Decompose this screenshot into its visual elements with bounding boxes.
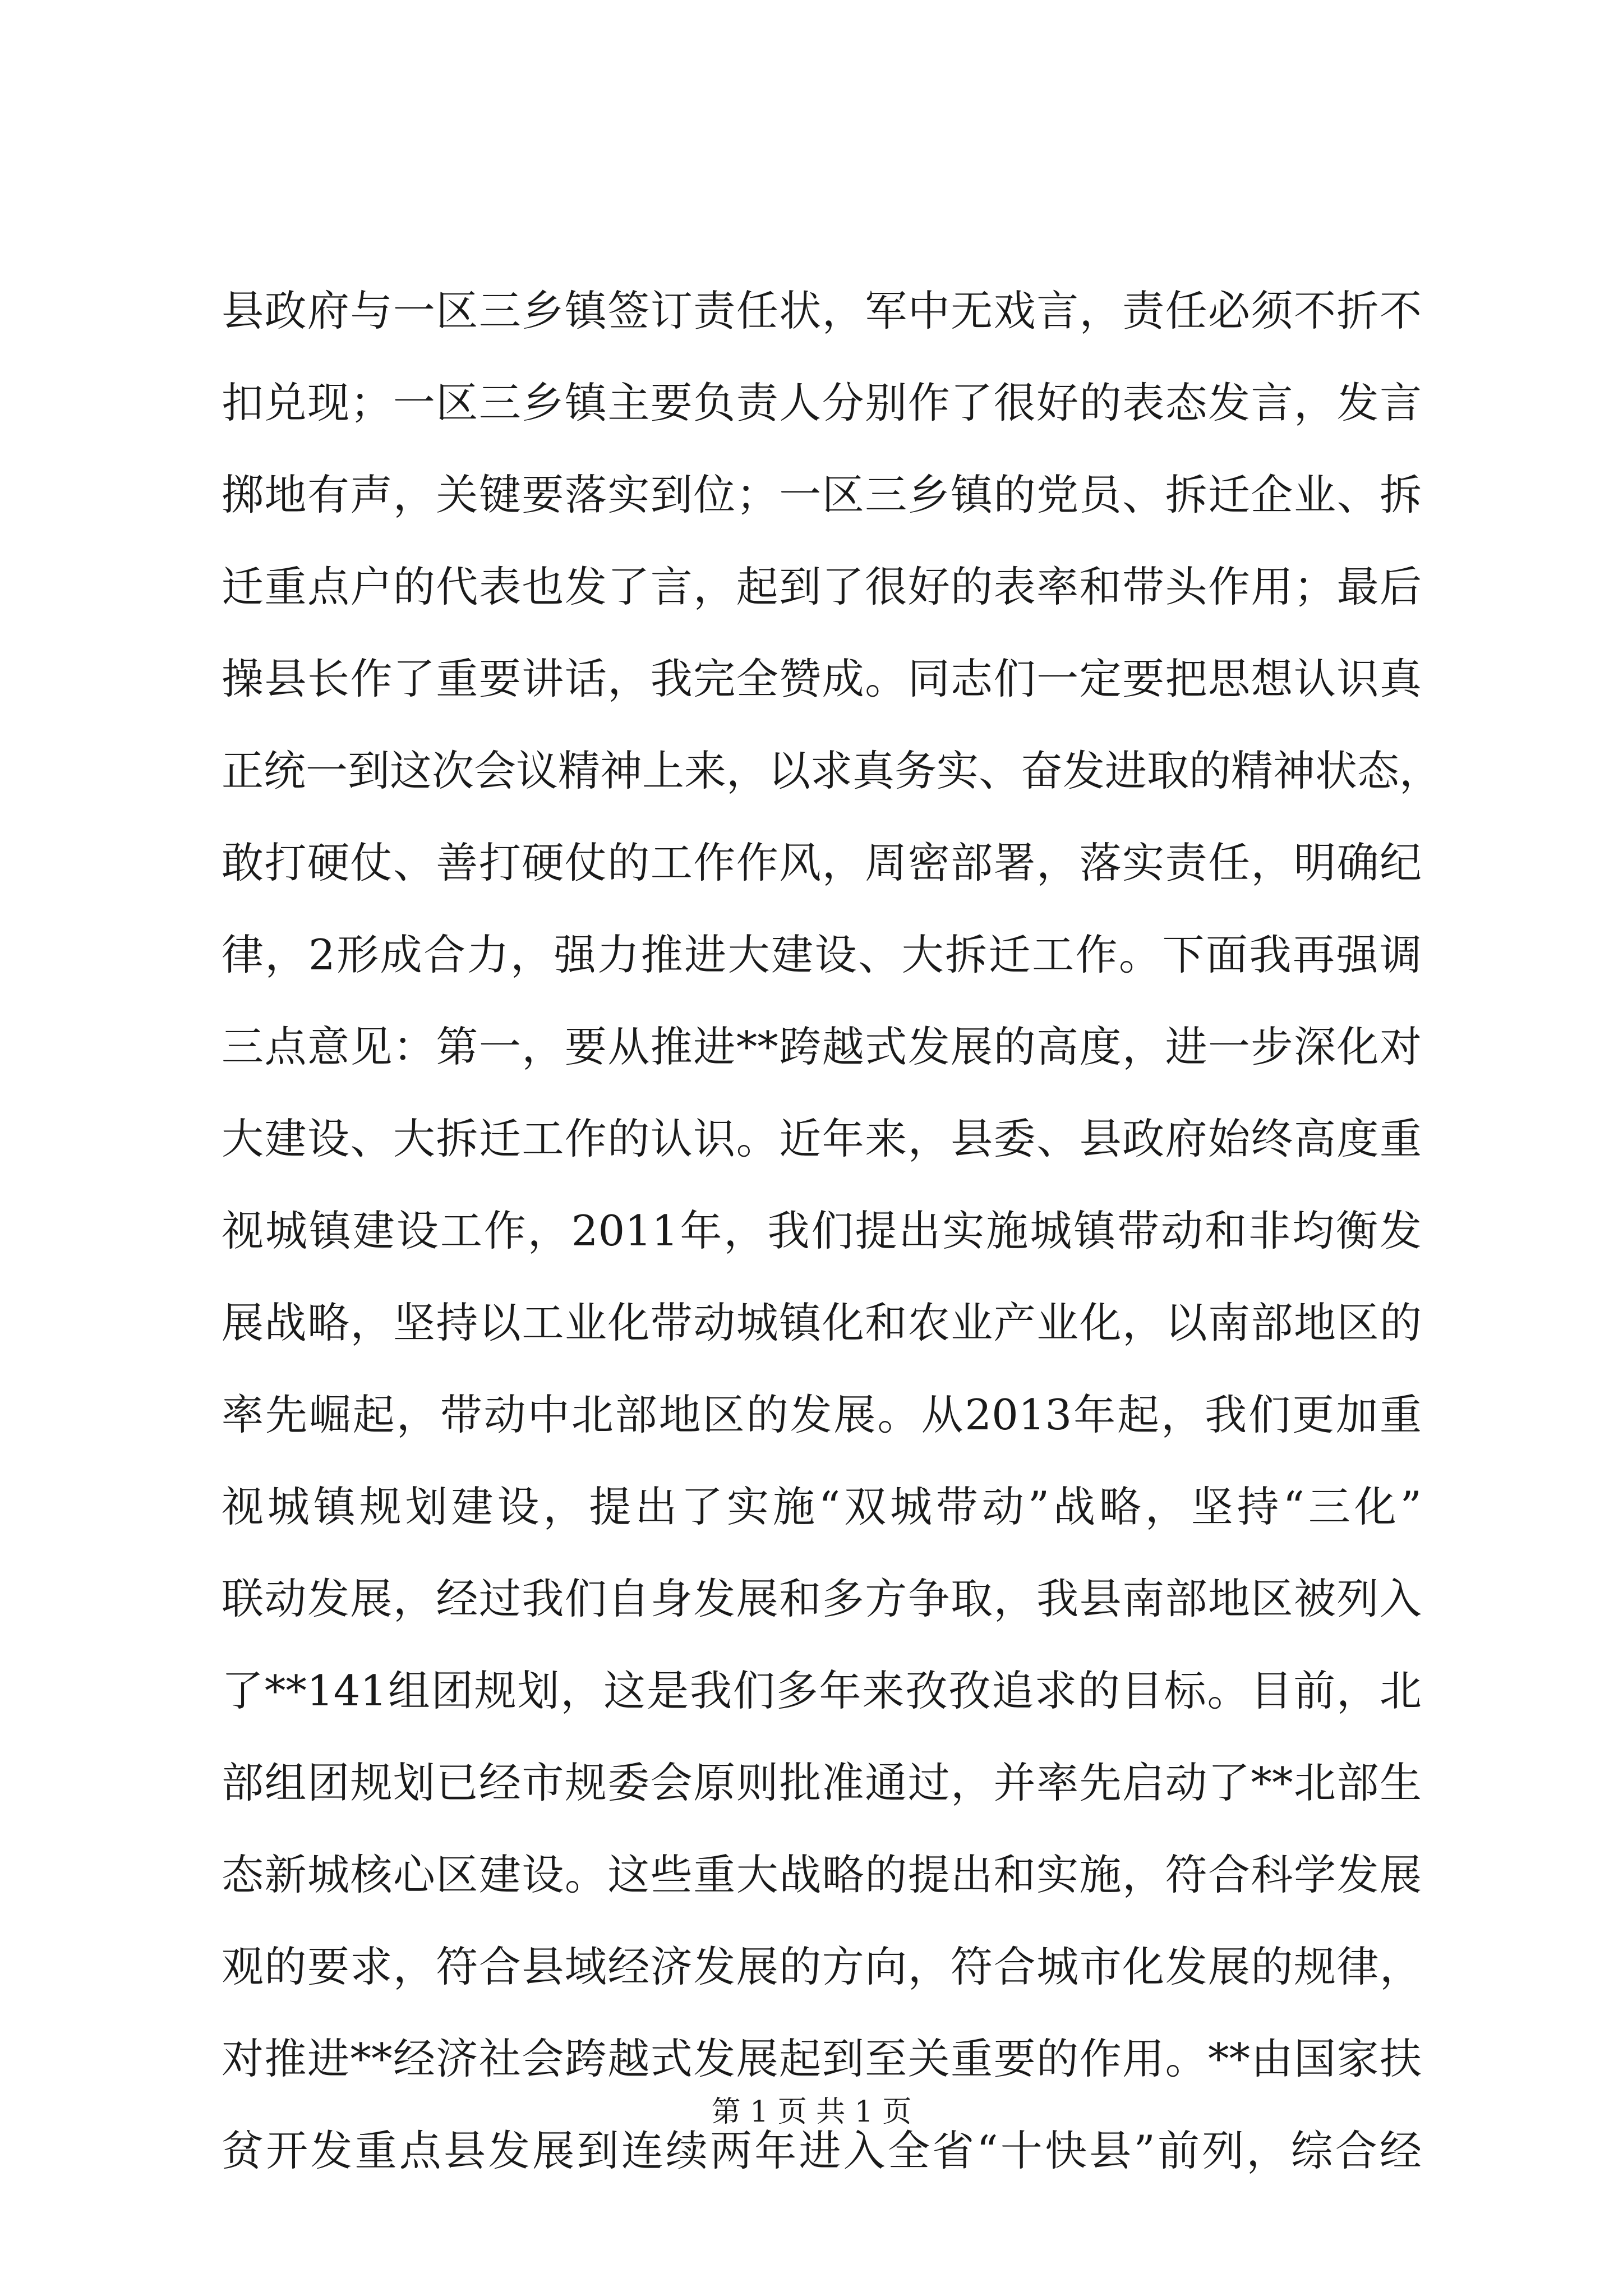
text-line: 迁重点户的代表也发了言，起到了很好的表率和带头作用；最后: [222, 562, 1422, 611]
text-line: 贫开发重点县发展到连续两年进入全省“十快县”前列，综合经: [222, 2126, 1422, 2175]
text-line: 视城镇规划建设，提出了实施“双城带动”战略，坚持“三化”: [222, 1482, 1422, 1531]
text-line: 观的要求，符合县域经济发展的方向，符合城市化发展的规律，: [222, 1942, 1422, 1991]
text-line: 对推进**经济社会跨越式发展起到至关重要的作用。**由国家扶: [222, 2034, 1422, 2083]
text-line: 掷地有声，关键要落实到位；一区三乡镇的党员、拆迁企业、拆: [222, 470, 1422, 519]
text-line: 律，2形成合力，强力推进大建设、大拆迁工作。下面我再强调: [222, 930, 1422, 979]
text-line: 部组团规划已经市规委会原则批准通过，并率先启动了**北部生: [222, 1758, 1422, 1807]
text-line: 三点意见：第一，要从推进**跨越式发展的高度，进一步深化对: [222, 1022, 1422, 1071]
text-line: 敢打硬仗、善打硬仗的工作作风，周密部署，落实责任，明确纪: [222, 838, 1422, 887]
text-line: 正统一到这次会议精神上来，以求真务实、奋发进取的精神状态，: [222, 746, 1442, 795]
text-line: 操县长作了重要讲话，我完全赞成。同志们一定要把思想认识真: [222, 654, 1422, 703]
text-line: 展战略，坚持以工业化带动城镇化和农业产业化，以南部地区的: [222, 1298, 1422, 1347]
text-line: 视城镇建设工作，2011年，我们提出实施城镇带动和非均衡发: [222, 1206, 1422, 1255]
text-line: 县政府与一区三乡镇签订责任状，军中无戏言，责任必须不折不: [222, 286, 1422, 335]
text-line: 了**141组团规划，这是我们多年来孜孜追求的目标。目前，北: [222, 1666, 1422, 1715]
text-line: 大建设、大拆迁工作的认识。近年来，县委、县政府始终高度重: [222, 1114, 1422, 1163]
page-number-footer: 第 1 页 共 1 页: [711, 2095, 912, 2129]
text-line: 态新城核心区建设。这些重大战略的提出和实施，符合科学发展: [222, 1850, 1422, 1899]
body-paragraph: [222, 265, 1442, 2197]
text-line: 联动发展，经过我们自身发展和多方争取，我县南部地区被列入: [222, 1574, 1422, 1623]
text-line: 率先崛起，带动中北部地区的发展。从2013年起，我们更加重: [222, 1390, 1422, 1439]
text-line: 扣兑现；一区三乡镇主要负责人分别作了很好的表态发言，发言: [222, 378, 1422, 427]
